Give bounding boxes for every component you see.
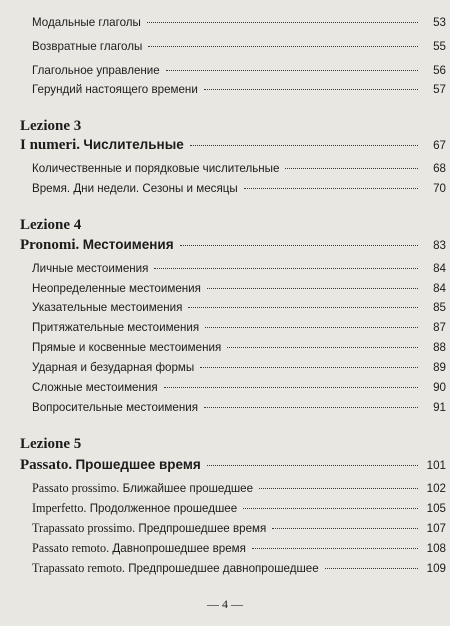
leader-dots <box>272 528 418 529</box>
toc-main-entry[interactable] <box>20 137 446 154</box>
title-italian: Imperfetto. <box>32 501 87 515</box>
toc-entry-title: Сложные местоимения <box>32 381 158 394</box>
leader-dots <box>147 22 418 23</box>
toc-entry[interactable] <box>32 40 446 53</box>
title-russian: Предпрошедшее время <box>138 522 267 535</box>
leader-dots <box>204 89 418 90</box>
leader-dots <box>252 548 418 549</box>
toc-main-title <box>20 237 174 254</box>
leader-dots <box>190 145 418 146</box>
toc-entry-page: 85 <box>433 301 446 314</box>
leader-dots <box>166 70 418 71</box>
title-italian: Trapassato remoto. <box>32 561 125 575</box>
leader-dots <box>200 367 418 368</box>
toc-entry-title <box>32 481 253 496</box>
leader-dots <box>285 168 418 169</box>
toc-entry[interactable] <box>32 501 446 516</box>
leader-dots <box>259 488 418 489</box>
leader-dots <box>227 347 418 348</box>
toc-entry-title <box>32 501 237 516</box>
title-russian: Предпрошедшее давнопрошедшее <box>128 562 319 575</box>
leader-dots <box>154 268 418 269</box>
leader-dots <box>188 307 418 308</box>
lesson-heading: Lezione 4 <box>20 217 82 233</box>
toc-entry-page: 83 <box>433 239 446 252</box>
leader-dots <box>243 508 418 509</box>
toc-entry-title: Глагольное управление <box>32 64 160 77</box>
toc-entry-title: Притяжательные местоимения <box>32 321 200 334</box>
toc-entry-page: 89 <box>433 361 446 374</box>
toc-entry-title: Герундий настоящего времени <box>32 83 198 96</box>
toc-entry-page: 90 <box>433 381 446 394</box>
toc-entry-page: 68 <box>433 162 446 175</box>
title-italian: I numeri. <box>20 137 80 153</box>
lesson-heading: Lezione 3 <box>20 118 82 134</box>
toc-entry-page: 56 <box>433 64 446 77</box>
title-russian: Местоимения <box>82 237 174 252</box>
toc-entry[interactable] <box>32 83 446 96</box>
leader-dots <box>207 288 418 289</box>
toc-entry-title: Время. Дни недели. Сезоны и месяцы <box>32 182 238 195</box>
leader-dots <box>164 387 418 388</box>
title-italian: Passato remoto. <box>32 541 110 555</box>
leader-dots <box>207 465 418 466</box>
toc-entry-page: 53 <box>433 16 446 29</box>
leader-dots <box>244 188 418 189</box>
lesson-heading: Lezione 5 <box>20 436 82 452</box>
toc-entry-page: 67 <box>433 139 446 152</box>
toc-entry-page: 102 <box>426 482 446 495</box>
toc-entry[interactable] <box>32 301 446 314</box>
toc-entry[interactable] <box>32 16 446 29</box>
title-italian: Trapassato prossimo. <box>32 521 136 535</box>
toc-entry-page: 101 <box>426 459 446 472</box>
toc-entry-title: Указательные местоимения <box>32 301 183 314</box>
toc-main-title <box>20 137 184 154</box>
toc-entry-title: Личные местоимения <box>32 262 149 275</box>
toc-entry-title: Прямые и косвенные местоимения <box>32 341 222 354</box>
toc-main-entry[interactable] <box>20 237 446 254</box>
toc-main-title <box>20 457 201 474</box>
toc-entry-title: Модальные глаголы <box>32 16 141 29</box>
leader-dots <box>204 407 418 408</box>
leader-dots <box>180 245 418 246</box>
toc-entry-page: 70 <box>433 182 446 195</box>
toc-entry[interactable] <box>32 341 446 354</box>
toc-entry-title <box>32 521 266 536</box>
leader-dots <box>205 327 418 328</box>
title-russian: Числительные <box>83 137 184 152</box>
toc-entry-title: Количественные и порядковые числительные <box>32 162 280 175</box>
title-italian: Passato prossimo. <box>32 481 120 495</box>
title-italian: Pronomi. <box>20 237 80 253</box>
toc-entry[interactable] <box>32 262 446 275</box>
toc-entry[interactable] <box>32 521 446 536</box>
toc-entry[interactable] <box>32 561 446 576</box>
toc-entry[interactable] <box>32 162 446 175</box>
toc-entry-page: 88 <box>433 341 446 354</box>
toc-entry-title: Возвратные глаголы <box>32 40 143 53</box>
toc-entry[interactable] <box>32 381 446 394</box>
toc-entry[interactable] <box>32 401 446 414</box>
title-russian: Ближайшее прошедшее <box>122 482 254 495</box>
leader-dots <box>325 568 418 569</box>
leader-dots <box>148 46 418 47</box>
title-italian: Passato. <box>20 457 73 473</box>
toc-entry[interactable] <box>32 182 446 195</box>
toc-entry-page: 107 <box>426 522 446 535</box>
toc-entry-page: 87 <box>433 321 446 334</box>
toc-entry-page: 108 <box>426 542 446 555</box>
toc-entry[interactable] <box>32 321 446 334</box>
toc-entry-page: 84 <box>433 262 446 275</box>
toc-entry-page: 91 <box>433 401 446 414</box>
toc-entry[interactable] <box>32 361 446 374</box>
toc-entry[interactable] <box>32 282 446 295</box>
toc-entry-page: 57 <box>433 83 446 96</box>
toc-entry[interactable] <box>32 64 446 77</box>
toc-main-entry[interactable] <box>20 457 446 474</box>
toc-entry-page: 105 <box>426 502 446 515</box>
toc-entry-title <box>32 541 246 556</box>
toc-entry-title: Неопределенные местоимения <box>32 282 201 295</box>
toc-entry-title: Вопросительные местоимения <box>32 401 198 414</box>
toc-entry-title <box>32 561 319 576</box>
toc-entry[interactable] <box>32 541 446 556</box>
page-number: — 4 — <box>207 597 243 611</box>
toc-entry-page: 55 <box>433 40 446 53</box>
title-russian: Продолженное прошедшее <box>89 502 238 515</box>
title-russian: Давнопрошедшее время <box>112 542 246 555</box>
toc-entry[interactable] <box>32 481 446 496</box>
toc-entry-page: 109 <box>426 562 446 575</box>
toc-entry-page: 84 <box>433 282 446 295</box>
toc-entry-title: Ударная и безударная формы <box>32 361 195 374</box>
title-russian: Прошедшее время <box>75 457 201 472</box>
